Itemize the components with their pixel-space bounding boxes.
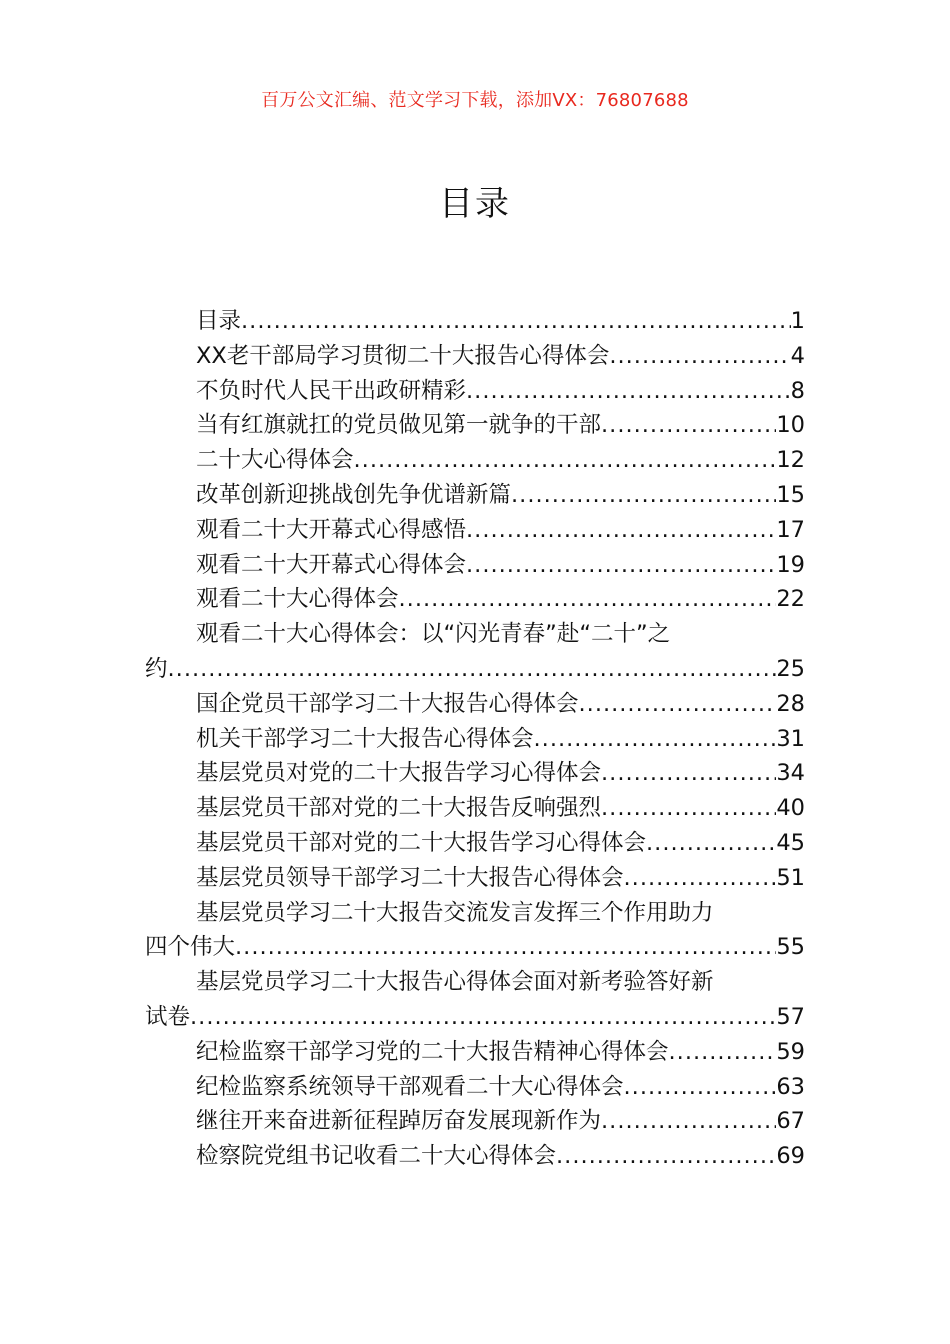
toc-entry-title: 基层党员对党的二十大报告学习心得体会 — [196, 760, 602, 787]
toc-entry[interactable] — [145, 1104, 805, 1139]
toc-entry-line — [145, 304, 805, 339]
toc-dot-leader — [190, 1000, 776, 1035]
toc-dot-leader — [241, 304, 791, 339]
toc-entry-page-number: 45 — [776, 829, 805, 856]
toc-dot-leader — [669, 1035, 777, 1070]
toc-dot-leader — [646, 826, 776, 861]
toc-entry[interactable] — [145, 548, 805, 583]
toc-entry-line — [145, 930, 805, 965]
toc-entry[interactable] — [145, 1035, 805, 1070]
toc-entry-title: 基层党员干部对党的二十大报告学习心得体会 — [196, 829, 647, 856]
toc-entry-line — [145, 1139, 805, 1174]
toc-dot-leader — [235, 930, 776, 965]
toc-entry-page-number: 63 — [776, 1073, 805, 1100]
toc-entry-line — [145, 687, 805, 722]
toc-entry[interactable] — [145, 896, 805, 966]
toc-entry-title: 观看二十大心得体会 — [196, 586, 399, 613]
toc-entry[interactable] — [145, 408, 805, 443]
toc-entry-title: 约 — [145, 655, 168, 682]
page-title: 目录 — [439, 184, 511, 224]
toc-entry[interactable] — [145, 687, 805, 722]
toc-entry-page-number: 15 — [776, 481, 805, 508]
toc-entry[interactable] — [145, 513, 805, 548]
toc-entry-page-number: 8 — [790, 377, 805, 404]
toc-entry[interactable] — [145, 1070, 805, 1105]
toc-entry-title: 纪检监察干部学习党的二十大报告精神心得体会 — [196, 1038, 669, 1065]
toc-dot-leader — [511, 478, 776, 513]
toc-dot-leader — [354, 443, 777, 478]
toc-entry[interactable] — [145, 443, 805, 478]
toc-entry-title-first-line: 基层党员学习二十大报告心得体会面对新考验答好新 — [196, 969, 714, 996]
toc-entry-line — [145, 826, 805, 861]
toc-entry[interactable] — [145, 374, 805, 409]
table-of-contents — [145, 304, 805, 1174]
toc-entry-line — [145, 548, 805, 583]
toc-entry[interactable] — [145, 582, 805, 617]
toc-entry-title: 观看二十大开幕式心得体会 — [196, 551, 467, 578]
toc-entry-line — [145, 1104, 805, 1139]
toc-entry[interactable] — [145, 617, 805, 687]
toc-entry-line — [145, 478, 805, 513]
toc-entry-line — [145, 408, 805, 443]
toc-entry-page-number: 59 — [776, 1038, 805, 1065]
toc-dot-leader — [534, 722, 777, 757]
toc-entry[interactable] — [145, 756, 805, 791]
toc-entry-title: 基层党员领导干部学习二十大报告心得体会 — [196, 864, 624, 891]
toc-dot-leader — [624, 1070, 777, 1105]
toc-entry-line — [145, 652, 805, 687]
toc-entry-title: 改革创新迎挑战创先争优谱新篇 — [196, 481, 512, 508]
toc-dot-leader — [601, 408, 776, 443]
toc-entry-page-number: 31 — [776, 725, 805, 752]
toc-entry-line — [145, 513, 805, 548]
toc-entry-line — [145, 722, 805, 757]
toc-entry-line — [145, 1035, 805, 1070]
toc-entry-line — [145, 861, 805, 896]
toc-entry[interactable] — [145, 861, 805, 896]
toc-entry-line — [145, 1000, 805, 1035]
toc-dot-leader — [399, 582, 777, 617]
toc-entry-title: 试卷 — [145, 1003, 191, 1030]
toc-entry-line — [145, 374, 805, 409]
toc-entry-line — [145, 791, 805, 826]
toc-entry-line — [145, 582, 805, 617]
toc-entry[interactable] — [145, 339, 805, 374]
toc-dot-leader — [579, 687, 777, 722]
toc-entry-page-number: 19 — [776, 551, 805, 578]
toc-entry-page-number: 55 — [776, 934, 805, 961]
toc-entry-page-number: 1 — [790, 308, 805, 334]
toc-entry[interactable] — [145, 478, 805, 513]
toc-entry-title: 检察院党组书记收看二十大心得体会 — [196, 1143, 557, 1170]
toc-entry-title: 纪检监察系统领导干部观看二十大心得体会 — [196, 1073, 624, 1100]
toc-entry-line — [145, 756, 805, 791]
toc-entry[interactable] — [145, 791, 805, 826]
toc-dot-leader — [609, 339, 790, 374]
toc-entry-page-number: 40 — [776, 795, 805, 822]
toc-entry[interactable] — [145, 304, 805, 339]
toc-entry-title: 目录 — [196, 308, 242, 334]
toc-entry-line — [145, 339, 805, 374]
toc-entry-page-number: 12 — [776, 447, 805, 474]
toc-entry-title: 不负时代人民干出政研精彩 — [196, 377, 467, 404]
toc-entry-page-number: 69 — [776, 1143, 805, 1170]
toc-entry-page-number: 57 — [776, 1003, 805, 1030]
toc-dot-leader — [601, 791, 776, 826]
toc-entry-page-number: 51 — [776, 864, 805, 891]
toc-entry-page-number: 25 — [776, 655, 805, 682]
toc-dot-leader — [466, 513, 776, 548]
toc-entry-line — [145, 443, 805, 478]
toc-entry-title: 基层党员干部对党的二十大报告反响强烈 — [196, 795, 602, 822]
toc-entry-line — [145, 1070, 805, 1105]
toc-entry-page-number: 22 — [776, 586, 805, 613]
toc-dot-leader — [601, 1104, 776, 1139]
toc-dot-leader — [601, 756, 776, 791]
toc-entry-page-number: 34 — [776, 760, 805, 787]
toc-entry-page-number: 10 — [776, 412, 805, 439]
toc-entry-title: XX老干部局学习贯彻二十大报告心得体会 — [196, 342, 610, 369]
toc-dot-leader — [466, 548, 776, 583]
toc-entry-title: 机关干部学习二十大报告心得体会 — [196, 725, 534, 752]
toc-entry[interactable] — [145, 965, 805, 1035]
toc-entry-page-number: 4 — [790, 342, 805, 369]
toc-dot-leader — [466, 374, 791, 409]
toc-entry-title: 观看二十大开幕式心得感悟 — [196, 516, 467, 543]
toc-entry-title: 继往开来奋进新征程踔厉奋发展现新作为 — [196, 1108, 602, 1135]
toc-dot-leader — [168, 652, 777, 687]
toc-entry-title: 四个伟大 — [145, 934, 236, 961]
toc-entry[interactable] — [145, 722, 805, 757]
toc-entry-page-number: 67 — [776, 1108, 805, 1135]
toc-entry-title: 二十大心得体会 — [196, 447, 354, 474]
toc-entry[interactable] — [145, 826, 805, 861]
toc-entry-page-number: 17 — [776, 516, 805, 543]
toc-entry[interactable] — [145, 1139, 805, 1174]
toc-entry-page-number: 28 — [776, 690, 805, 717]
toc-entry-title-first-line: 观看二十大心得体会：以“闪光青春”赴“二十”之 — [196, 621, 671, 648]
toc-entry-title-first-line: 基层党员学习二十大报告交流发言发挥三个作用助力 — [196, 899, 714, 926]
toc-dot-leader — [556, 1139, 776, 1174]
header-note: 百万公文汇编、范文学习下载，添加VX：76807688 — [261, 90, 689, 111]
toc-dot-leader — [624, 861, 777, 896]
toc-entry-title: 当有红旗就扛的党员做见第一就争的干部 — [196, 412, 602, 439]
toc-entry-title: 国企党员干部学习二十大报告心得体会 — [196, 690, 579, 717]
